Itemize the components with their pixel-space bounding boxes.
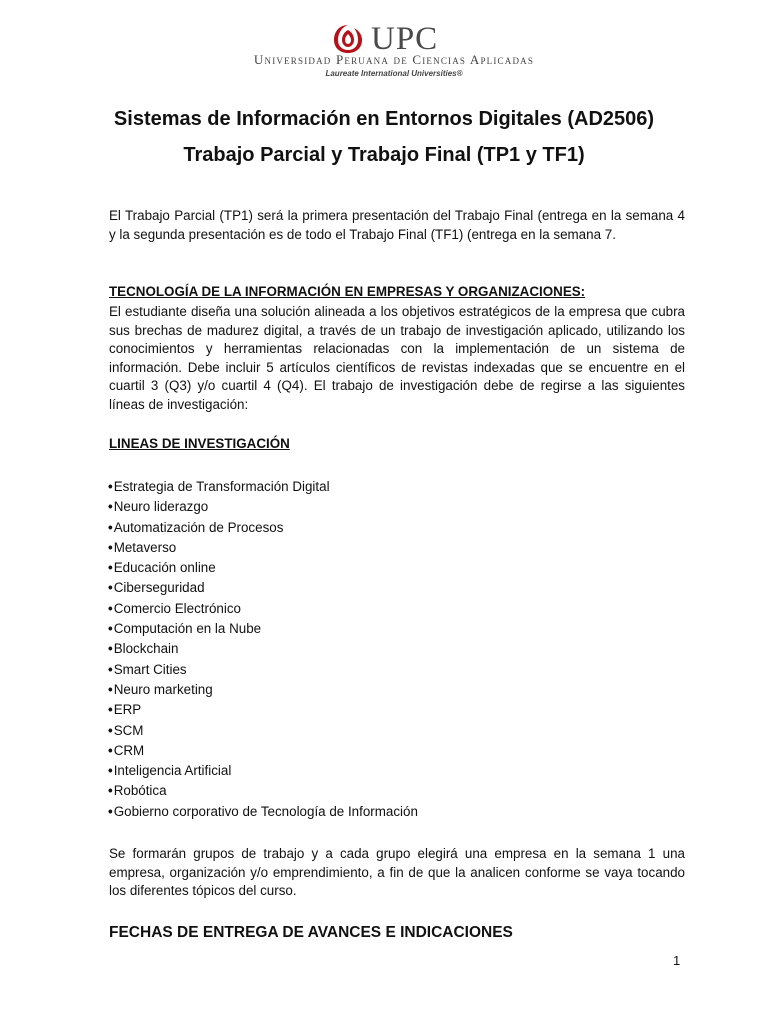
list-item: •Gobierno corporativo de Tecnología de Información xyxy=(108,803,418,819)
groups-paragraph: Se formarán grupos de trabajo y a cada grupo elegirá una empresa en la semana 1 una empresa, organización y/o emprendimiento, a fin de que la analicen conforme se vaya tocando los diferentes tópicos del curso. xyxy=(109,846,685,898)
list-item: •Robótica xyxy=(108,783,167,799)
document-subtitle: Trabajo Parcial y Trabajo Final (TP1 y TF1) xyxy=(183,144,585,166)
bullet-icon: • xyxy=(108,742,113,758)
bullet-icon: • xyxy=(108,803,113,819)
tecnologia-paragraph: El estudiante diseña una solución alineada a los objetivos estratégicos de la empresa que cubra sus brechas de madurez digital, a través de un trabajo de investigación aplicado, utilizando los conocimientos y herramientas relacionadas con la implementación de un sistema de información. Debe incluir 5 artículos científicos de revistas indexadas que se encuentre en el cuartil 3 (Q3) y/o cuartil 4 (Q4). El trabajo de investigación debe de regirse a las siguientes líneas de investigación: xyxy=(109,304,685,412)
bullet-icon: • xyxy=(108,580,113,596)
bullet-icon: • xyxy=(108,702,113,718)
list-item: •Neuro marketing xyxy=(108,681,213,697)
list-item: •SCM xyxy=(108,722,144,738)
bullet-icon: • xyxy=(108,479,113,494)
list-item: •CRM xyxy=(108,742,145,758)
page-number: 1 xyxy=(673,953,681,968)
list-item: •Estrategia de Transformación Digital xyxy=(108,479,330,494)
document-title: Sistemas de Información en Entornos Digitales (AD2506) xyxy=(113,108,655,130)
list-item: •Comercio Electrónico xyxy=(108,600,241,616)
bullet-icon: • xyxy=(108,763,113,779)
bullet-icon: • xyxy=(108,621,113,637)
bullet-icon: • xyxy=(108,722,113,738)
list-item: •Educación online xyxy=(108,560,216,576)
tecnologia-heading: TECNOLOGÍA DE LA INFORMACIÓN EN EMPRESAS Y ORGANIZACIONES: xyxy=(109,284,586,299)
bullet-icon: • xyxy=(108,539,113,555)
network-name: Laureate International Universities® xyxy=(325,69,463,78)
intro-paragraph: El Trabajo Parcial (TP1) será la primera presentación del Trabajo Final (entrega en la semana 4 y la segunda presentación es de todo el Trabajo Final (TF1) (entrega en la semana 7. xyxy=(109,208,685,242)
bullet-icon: • xyxy=(108,681,113,697)
list-item: •Metaverso xyxy=(108,539,177,555)
list-item: •ERP xyxy=(108,702,142,718)
bullet-icon: • xyxy=(108,600,113,616)
research-lines-list xyxy=(108,477,418,822)
list-item: •Automatización de Procesos xyxy=(108,519,284,535)
bullet-icon: • xyxy=(108,641,113,657)
bullet-icon: • xyxy=(108,661,113,677)
upc-emblem-icon xyxy=(331,22,365,56)
list-item: •Blockchain xyxy=(108,641,179,657)
list-item: •Computación en la Nube xyxy=(108,621,262,637)
fechas-heading: FECHAS DE ENTREGA DE AVANCES E INDICACIONES xyxy=(109,924,513,941)
university-name: Universidad Peruana de Ciencias Aplicadas xyxy=(253,52,535,67)
bullet-icon: • xyxy=(108,499,113,515)
list-item: •Smart Cities xyxy=(108,661,187,677)
list-item: •Inteligencia Artificial xyxy=(108,763,232,779)
bullet-icon: • xyxy=(108,783,113,799)
list-item: •Ciberseguridad xyxy=(108,580,205,596)
bullet-icon: • xyxy=(108,560,113,576)
lineas-heading: LINEAS DE INVESTIGACIÓN xyxy=(109,436,290,451)
logo-wordmark: UPC xyxy=(371,21,439,57)
bullet-icon: • xyxy=(108,519,113,535)
university-logo xyxy=(0,20,768,82)
list-item: •Neuro liderazgo xyxy=(108,499,209,515)
